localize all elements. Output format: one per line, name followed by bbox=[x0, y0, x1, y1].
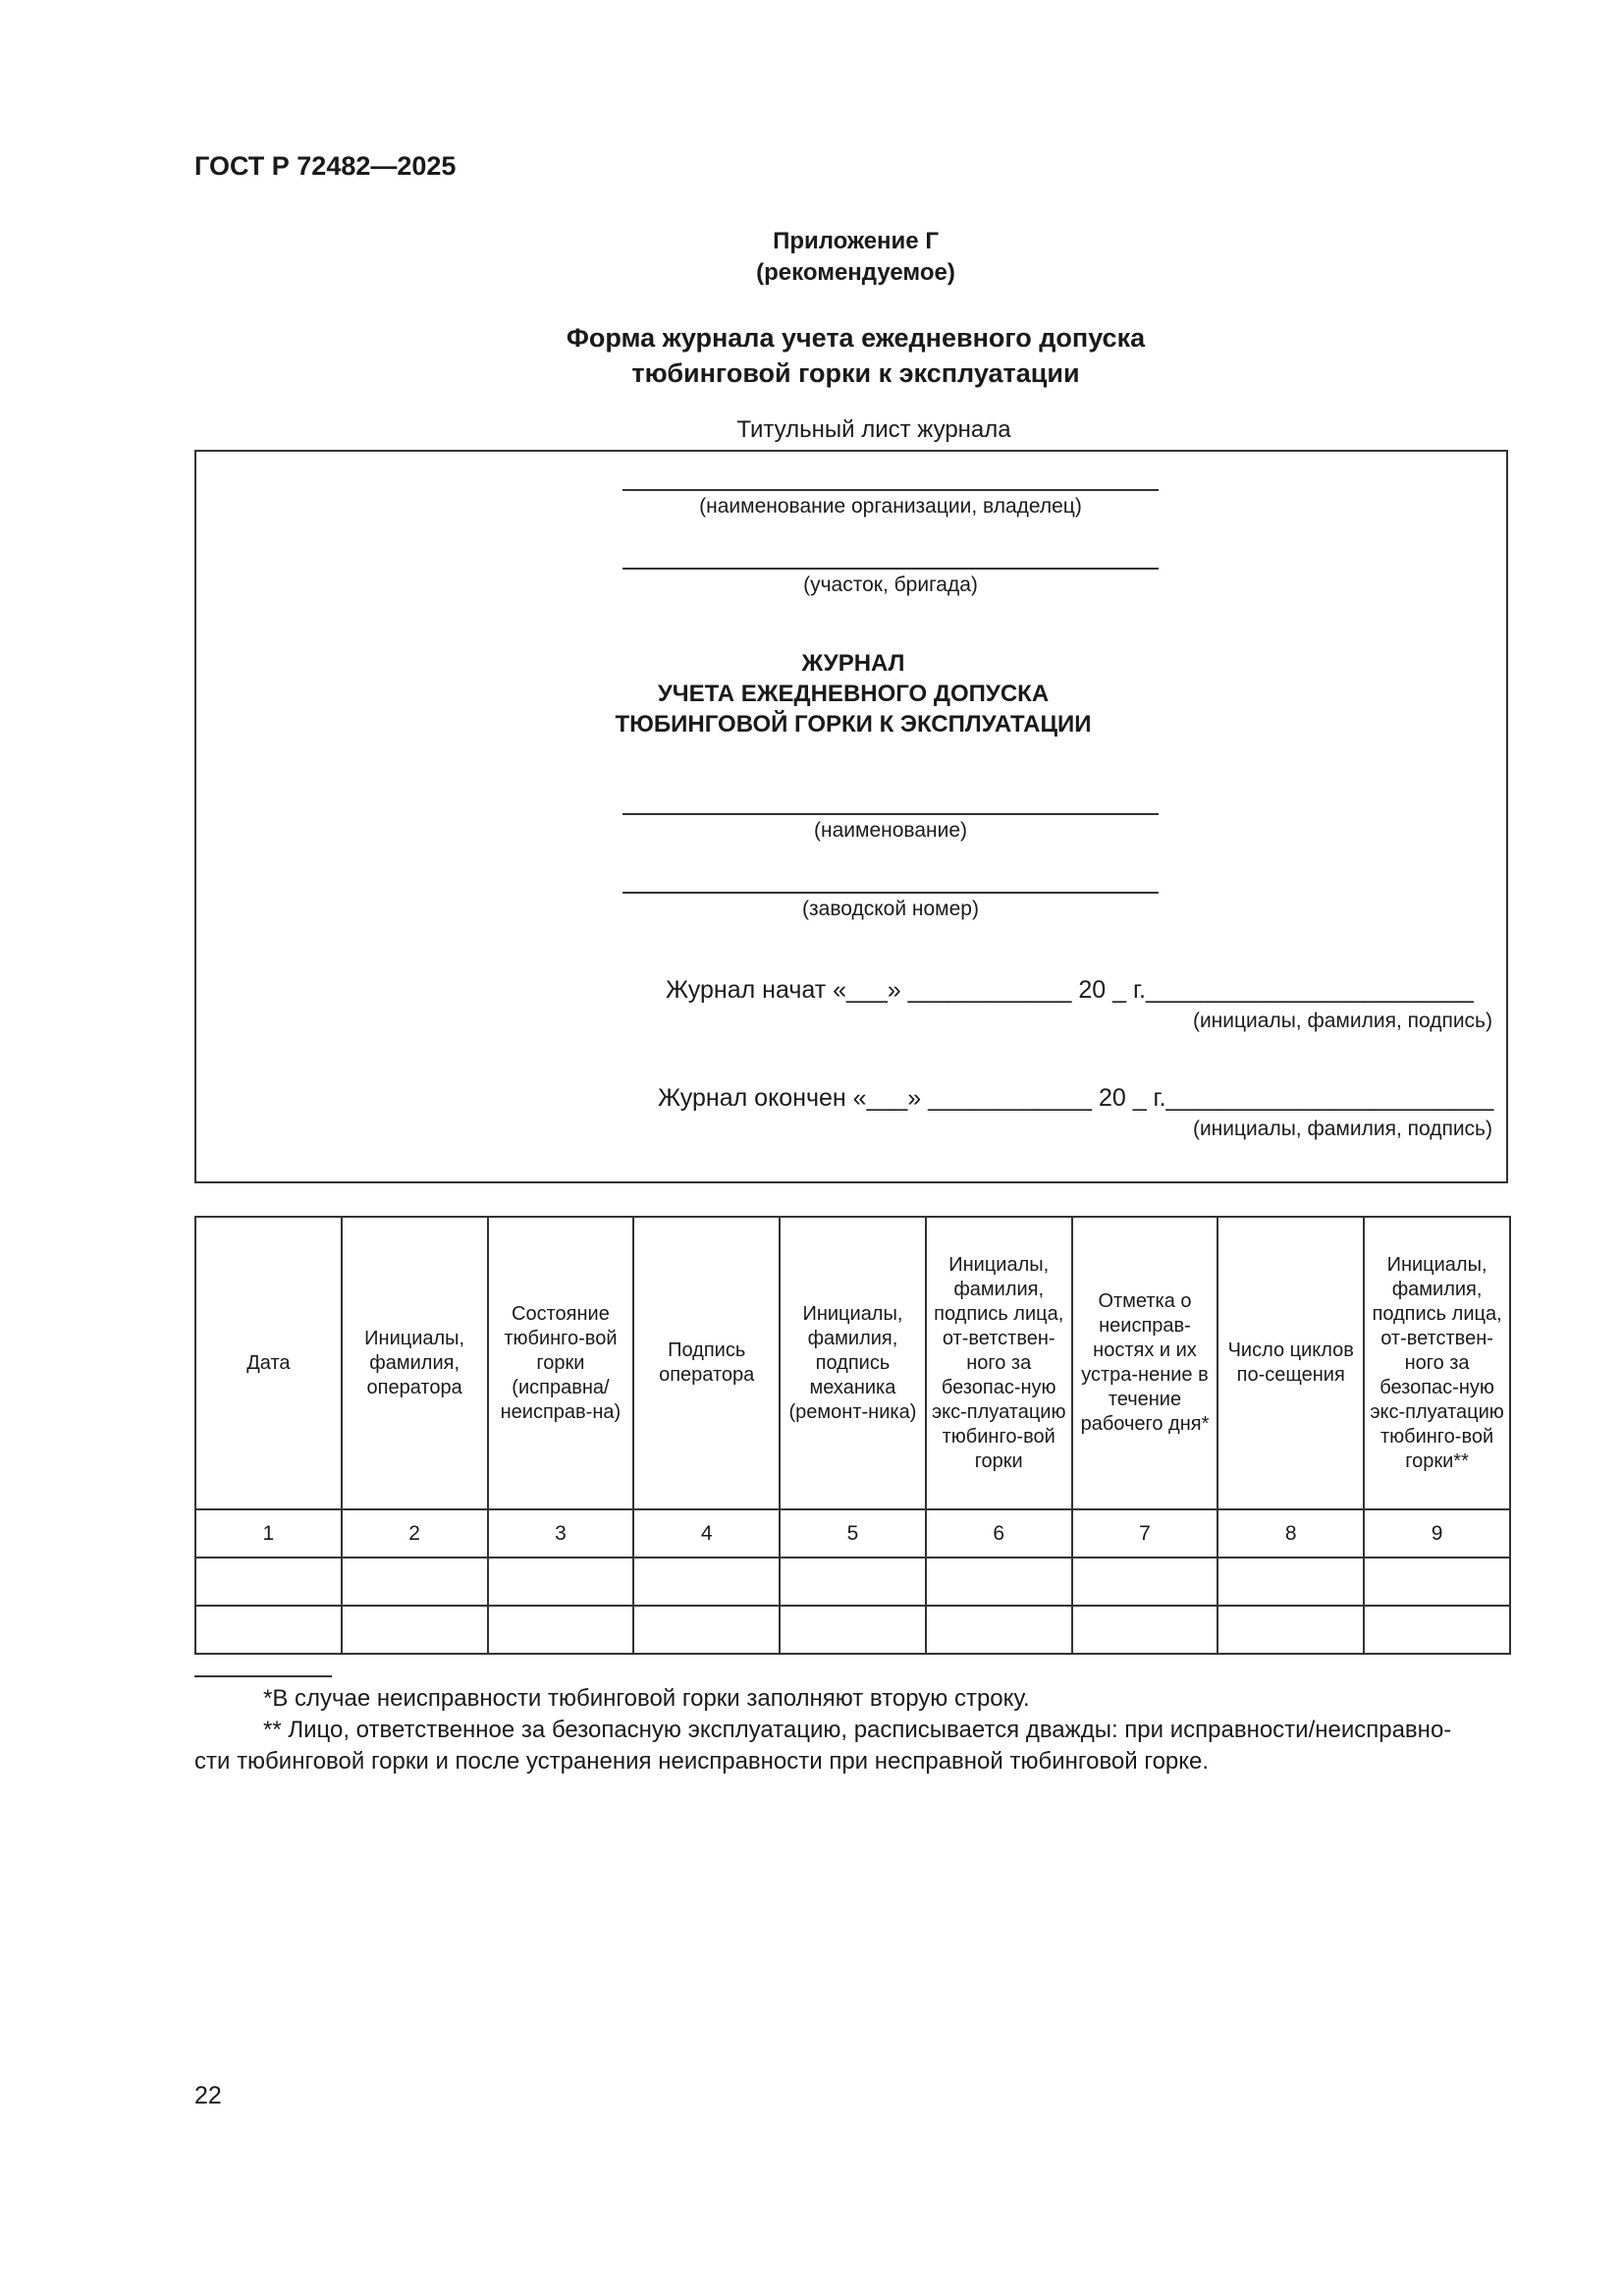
org-fill-line bbox=[622, 489, 1159, 491]
header-responsible-person: Инициалы, фамилия, подпись лица, от-ветствен-ного за безопас-ную экс-плуатацию тюбинго-вой горки bbox=[926, 1217, 1072, 1509]
log-table-number-row bbox=[195, 1509, 1510, 1558]
document-code: ГОСТ Р 72482—2025 bbox=[194, 151, 457, 181]
footnote-2-line1: ** Лицо, ответственное за безопасную эксплуатацию, расписывается дважды: при исправности/неисправно- bbox=[263, 1717, 1452, 1743]
empty-cell bbox=[633, 1606, 780, 1654]
column-number: 8 bbox=[1217, 1509, 1364, 1558]
empty-cell bbox=[342, 1606, 488, 1654]
column-number: 7 bbox=[1072, 1509, 1218, 1558]
column-number: 6 bbox=[926, 1509, 1072, 1558]
table-row bbox=[195, 1558, 1510, 1606]
journal-finished-row: Журнал окончен «___» ____________ 20 _ г.________________________ bbox=[658, 1084, 1494, 1112]
appendix-status: (рекомендуемое) bbox=[756, 259, 955, 286]
empty-cell bbox=[195, 1558, 342, 1606]
header-operator-name: Инициалы, фамилия, оператора bbox=[342, 1217, 488, 1509]
empty-cell bbox=[1072, 1606, 1218, 1654]
title-sheet-caption: Титульный лист журнала bbox=[736, 416, 1011, 443]
header-responsible-person-2: Инициалы, фамилия, подпись лица, от-ветствен-ного за безопас-ную экс-плуатацию тюбинго-вой горки** bbox=[1364, 1217, 1510, 1509]
empty-cell bbox=[1364, 1606, 1510, 1654]
title-sheet-box bbox=[194, 450, 1508, 1183]
empty-cell bbox=[488, 1558, 634, 1606]
footnote-1: *В случае неисправности тюбинговой горки заполняют вторую строку. bbox=[263, 1685, 1030, 1712]
journal-started-row: Журнал начат «___» ____________ 20 _ г.________________________ bbox=[666, 976, 1474, 1004]
column-number: 3 bbox=[488, 1509, 634, 1558]
table-row bbox=[195, 1606, 1510, 1654]
empty-cell bbox=[780, 1558, 926, 1606]
column-number: 1 bbox=[195, 1509, 342, 1558]
journal-title-line3: ТЮБИНГОВОЙ ГОРКИ К ЭКСПЛУАТАЦИИ bbox=[615, 711, 1092, 738]
header-fault-note: Отметка о неисправ-ностях и их устра-нение в течение рабочего дня* bbox=[1072, 1217, 1218, 1509]
column-number: 2 bbox=[342, 1509, 488, 1558]
org-hint: (наименование организации, владелец) bbox=[699, 495, 1082, 518]
empty-cell bbox=[1217, 1606, 1364, 1654]
column-number: 9 bbox=[1364, 1509, 1510, 1558]
section-fill-line bbox=[622, 568, 1159, 570]
empty-cell bbox=[342, 1558, 488, 1606]
log-table-header-row bbox=[195, 1217, 1510, 1509]
journal-started-hint: (инициалы, фамилия, подпись) bbox=[1192, 1010, 1492, 1032]
footnote-rule bbox=[194, 1675, 332, 1677]
column-number: 4 bbox=[633, 1509, 780, 1558]
empty-cell bbox=[780, 1606, 926, 1654]
form-title-line1: Форма журнала учета ежедневного допуска bbox=[566, 323, 1146, 353]
appendix-title: Приложение Г bbox=[773, 228, 939, 254]
empty-cell bbox=[926, 1606, 1072, 1654]
serial-hint: (заводской номер) bbox=[802, 898, 979, 920]
header-visit-cycles: Число циклов по-сещения bbox=[1217, 1217, 1364, 1509]
empty-cell bbox=[1072, 1558, 1218, 1606]
journal-finished-hint: (инициалы, фамилия, подпись) bbox=[1192, 1118, 1492, 1140]
section-hint: (участок, бригада) bbox=[803, 574, 978, 596]
empty-cell bbox=[488, 1606, 634, 1654]
journal-title-line2: УЧЕТА ЕЖЕДНЕВНОГО ДОПУСКА bbox=[657, 681, 1050, 707]
log-table bbox=[194, 1216, 1511, 1655]
empty-cell bbox=[1364, 1558, 1510, 1606]
empty-cell bbox=[195, 1606, 342, 1654]
empty-cell bbox=[633, 1558, 780, 1606]
journal-title-line1: ЖУРНАЛ bbox=[801, 650, 905, 677]
column-number: 5 bbox=[780, 1509, 926, 1558]
serial-fill-line bbox=[622, 892, 1159, 894]
header-mechanic: Инициалы, фамилия, подпись механика (ремонт-ника) bbox=[780, 1217, 926, 1509]
footnote-2-line2: сти тюбинговой горки и после устранения неисправности при несправной тюбинговой горке. bbox=[194, 1748, 1210, 1775]
empty-cell bbox=[926, 1558, 1072, 1606]
page-number: 22 bbox=[194, 2082, 222, 2109]
name-fill-line bbox=[622, 813, 1159, 815]
header-operator-signature: Подпись оператора bbox=[633, 1217, 780, 1509]
header-date: Дата bbox=[195, 1217, 342, 1509]
empty-cell bbox=[1217, 1558, 1364, 1606]
form-title-line2: тюбинговой горки к эксплуатации bbox=[631, 358, 1080, 388]
header-slide-state: Состояние тюбинго-вой горки (исправна/ неисправ-на) bbox=[488, 1217, 634, 1509]
name-hint: (наименование) bbox=[814, 819, 967, 842]
